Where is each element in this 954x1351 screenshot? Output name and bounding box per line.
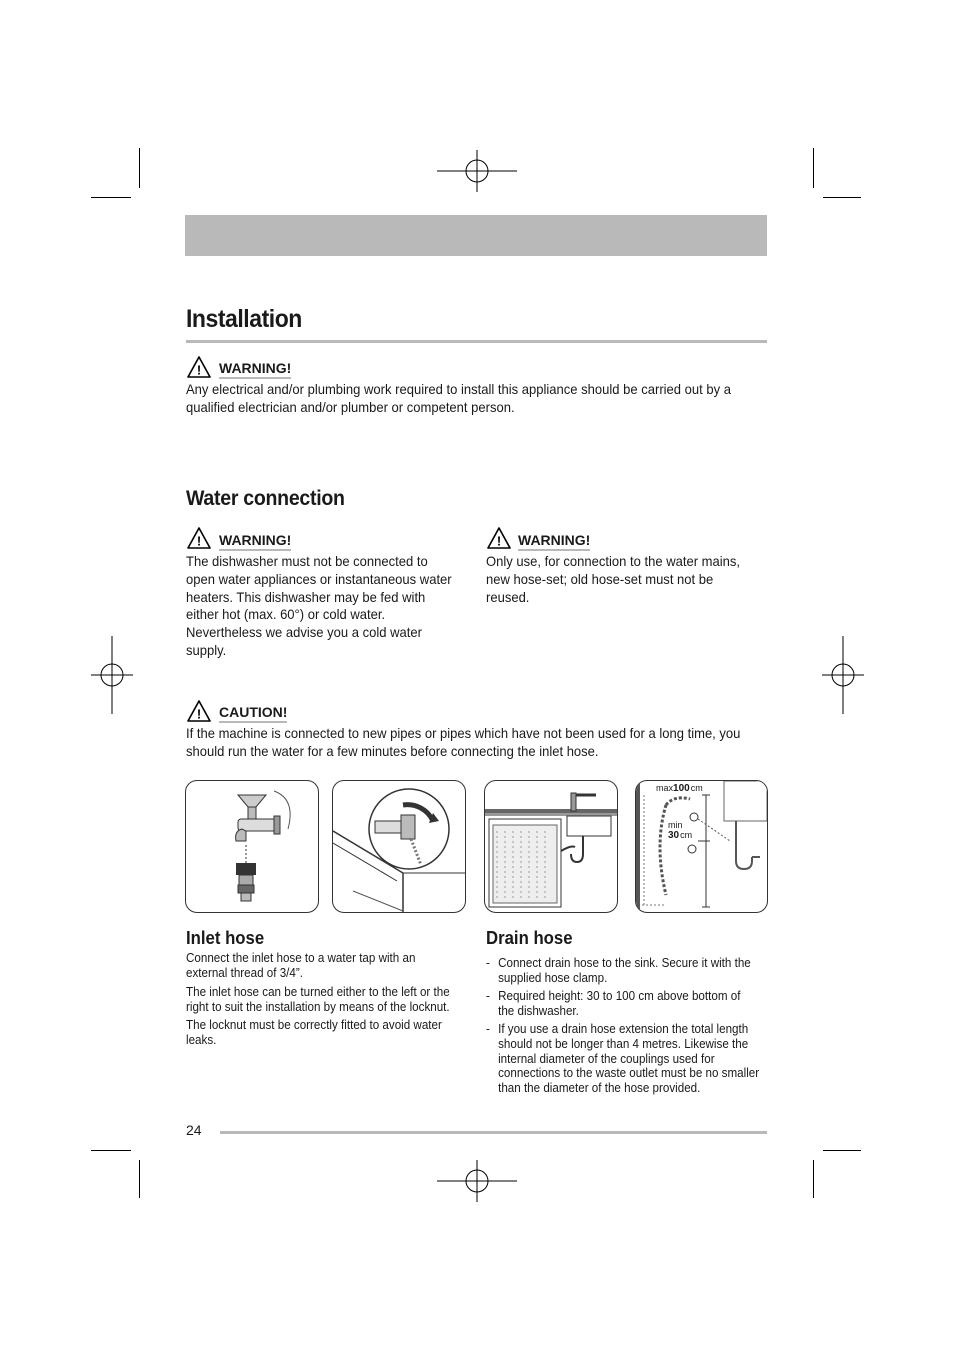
warning-label: WARNING! (219, 532, 291, 551)
list-item: - If you use a drain hose extension the total length should not be longer than 4 metres. Likewise the internal diameter of the couplings used for connections to the waste outlet must be no smaller than the diameter of the hose provided. (486, 1022, 759, 1095)
page-number: 24 (186, 1122, 202, 1138)
warning-text: Only use, for connection to the water mains, new hose-set; old hose-set must not be reused. (486, 553, 741, 605)
max-label: max (656, 783, 674, 793)
min-height-label (668, 830, 692, 841)
warning-triangle-icon (187, 527, 211, 549)
title-rule (186, 340, 767, 343)
inlet-hose-heading: Inlet hose (186, 928, 265, 948)
min-value: 30 (668, 830, 680, 841)
min-label: min (668, 820, 683, 830)
drain-hose-list (486, 956, 759, 1099)
caution-triangle-icon (187, 700, 211, 722)
drain-hose-heading: Drain hose (486, 928, 573, 948)
warning-label: WARNING! (219, 360, 291, 379)
max-unit: cm (690, 783, 703, 793)
registration-mark-top (437, 150, 517, 192)
page-title: Installation (186, 305, 302, 333)
registration-mark-left (91, 636, 133, 714)
svg-text:!: ! (196, 362, 202, 378)
caution-text: If the machine is connected to new pipes or pipes which have not been used for a long time, you should run the water for a few minutes before connecting the inlet hose. (186, 725, 741, 759)
svg-text:!: ! (496, 533, 502, 549)
warning-text: The dishwasher must not be connected to open water appliances or instantaneous water heaters. This dishwasher may be fed with either hot (max. 60°) or cold water. Nevertheless we advise you a cold water supply. (186, 553, 452, 658)
warning-triangle-icon (487, 527, 511, 549)
caution-label: CAUTION! (219, 704, 287, 723)
footer-rule (220, 1131, 767, 1134)
registration-mark-right (822, 636, 864, 714)
list-item: - Required height: 30 to 100 cm above bottom of the dishwasher. (486, 989, 759, 1018)
illustration-tap-and-hose (185, 780, 319, 913)
warning-triangle-icon (187, 356, 211, 378)
warning-text: Any electrical and/or plumbing work required to install this appliance should be carried out by a qualified electrician and/or plumber or competent person. (186, 381, 731, 415)
illustration-hose-locknut (332, 780, 466, 913)
svg-text:!: ! (196, 533, 202, 549)
inlet-hose-paragraph: The inlet hose can be turned either to the left or the right to suit the installation by means of the locknut. (186, 985, 450, 1014)
header-bar (185, 215, 767, 256)
illustration-drain-height (635, 780, 768, 913)
warning-label: WARNING! (518, 532, 590, 551)
max-height-label (656, 783, 703, 794)
list-item: - Connect drain hose to the sink. Secure it with the supplied hose clamp. (486, 956, 759, 985)
inlet-hose-paragraph: The locknut must be correctly fitted to avoid water leaks. (186, 1018, 442, 1047)
min-unit: cm (680, 830, 693, 840)
registration-mark-bottom (437, 1160, 517, 1202)
section-heading-water-connection: Water connection (186, 487, 345, 510)
inlet-hose-paragraph: Connect the inlet hose to a water tap with an external thread of 3/4”. (186, 951, 416, 980)
max-value: 100 (673, 783, 690, 794)
svg-text:!: ! (196, 706, 202, 722)
illustration-sink-drain (484, 780, 618, 913)
